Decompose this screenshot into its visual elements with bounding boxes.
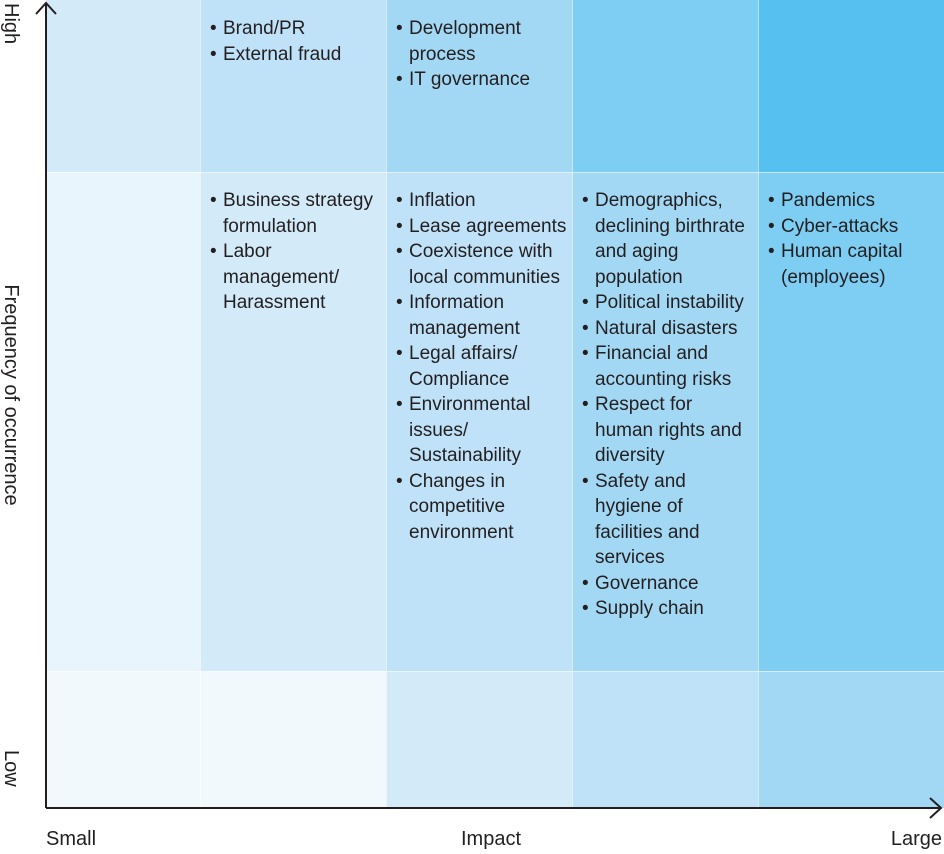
risk-external-fraud: • External fraud — [210, 42, 381, 68]
x-axis-small-label: Small — [46, 828, 97, 850]
x-axis-title: Impact — [461, 828, 522, 850]
risk-cyber-attacks: • Cyber-attacks — [768, 214, 939, 240]
x-axis-large-label: Large — [890, 828, 942, 850]
risk-natural-disasters: • Natural disasters — [582, 316, 753, 342]
risk-demographics: • Demographics, declining birthrate and aging population — [582, 188, 753, 290]
risk-legal-affairs: • Legal affairs/ Compliance — [396, 341, 567, 392]
risk-human-rights: • Respect for human rights and diversity — [582, 392, 753, 469]
risk-human-capital: • Human capital (employees) — [768, 239, 939, 290]
risk-competitive-environment: • Changes in competitive environment — [396, 469, 567, 546]
risk-political-instability: • Political instability — [582, 290, 753, 316]
y-axis-title: Frequency of occurrence — [0, 284, 22, 506]
risk-business-strategy: • Business strategy formulation — [210, 188, 381, 239]
risk-information-management: • Information management — [396, 290, 567, 341]
risk-lease-agreements: • Lease agreements — [396, 214, 567, 240]
risk-it-governance: • IT governance — [396, 67, 567, 93]
risk-governance: • Governance — [582, 571, 753, 597]
risk-development-process: • Development process — [396, 16, 567, 67]
risk-inflation: • Inflation — [396, 188, 567, 214]
risk-financial-accounting: • Financial and accounting risks — [582, 341, 753, 392]
risk-supply-chain: • Supply chain — [582, 596, 753, 622]
risk-safety-hygiene: • Safety and hygiene of facilities and services — [582, 469, 753, 571]
risk-labor-management: • Labor management/ Harassment — [210, 239, 381, 316]
risk-environmental: • Environmental issues/ Sustainability — [396, 392, 567, 469]
risk-coexistence: • Coexistence with local communities — [396, 239, 567, 290]
risk-pandemics: • Pandemics — [768, 188, 939, 214]
y-axis-low-label: Low — [0, 750, 22, 787]
y-axis-high-label: High — [0, 3, 22, 45]
risk-brand-pr: • Brand/PR — [210, 16, 381, 42]
